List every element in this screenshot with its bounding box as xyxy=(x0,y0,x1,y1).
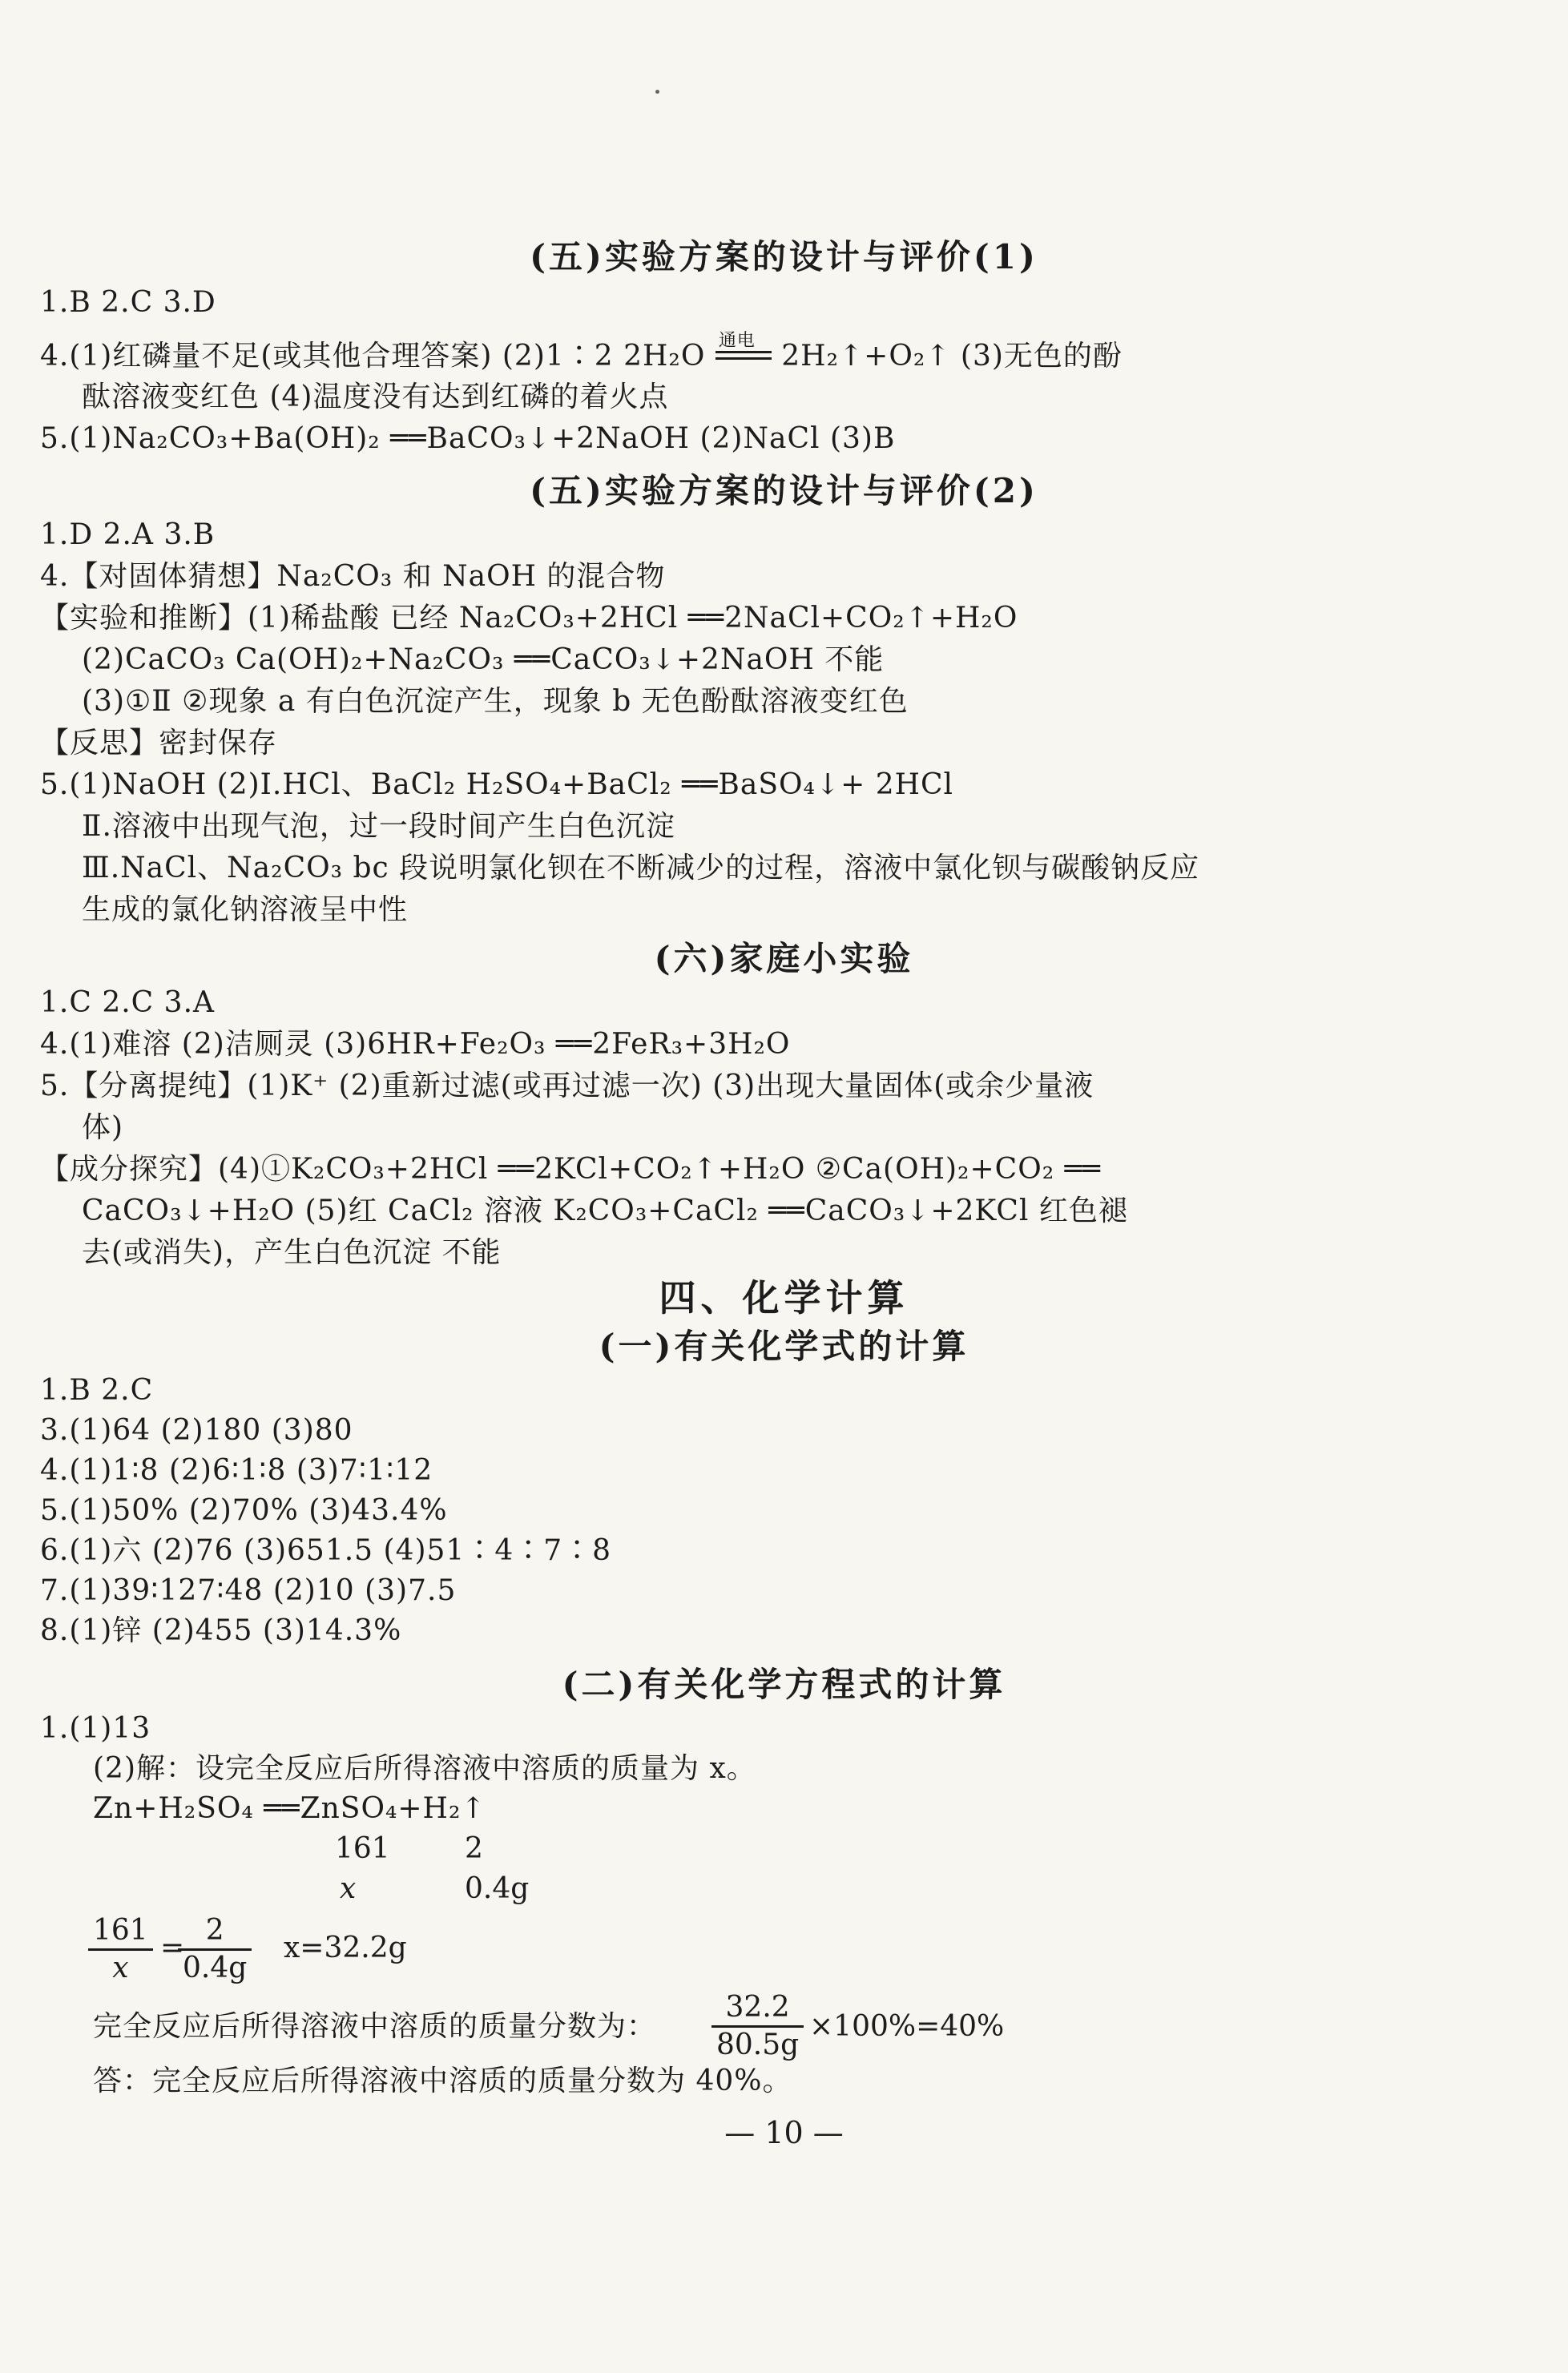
answer-line: 6.(1)六 (2)76 (3)651.5 (4)51∶4∶7∶8 xyxy=(40,1534,612,1567)
condition-label: 通电 xyxy=(718,331,756,351)
answer-line: CaCO₃↓+H₂O (5)红 CaCl₂ 溶液 K₂CO₃+CaCl₂ ══CaCO₃↓+2KCl 红色褪 xyxy=(82,1195,1128,1227)
numerator: 161 xyxy=(93,1914,148,1947)
section-title-5-1: (五)实验方案的设计与评价(1) xyxy=(530,237,1038,276)
answer-line: 【反思】密封保存 xyxy=(40,727,278,759)
answer-line: 【成分探究】(4)①K₂CO₃+2HCl ══2KCl+CO₂↑+H₂O ②Ca(OH)₂+CO₂ ══ xyxy=(40,1153,1101,1186)
section-title-4-2: (二)有关化学方程式的计算 xyxy=(562,1665,1006,1704)
answer-line: 1.B 2.C xyxy=(40,1374,154,1407)
answer-line: 5.(1)Na₂CO₃+Ba(OH)₂ ══BaCO₃↓+2NaOH (2)NaCl (3)B xyxy=(40,422,896,455)
answer-line: 8.(1)锌 (2)455 (3)14.3% xyxy=(40,1614,402,1647)
answer-line: 1.B 2.C 3.D xyxy=(40,286,216,319)
answer-line: Ⅲ.NaCl、Na₂CO₃ bc 段说明氯化钡在不断减少的过程，溶液中氯化钡与碳酸钠反应 xyxy=(82,852,1200,884)
section-title-5-2: (五)实验方案的设计与评价(2) xyxy=(530,471,1038,510)
answer-line: (2)CaCO₃ Ca(OH)₂+Na₂CO₃ ══CaCO₃↓+2NaOH 不能 xyxy=(82,643,885,676)
answer-text: 4.(1)红磷量不足(或其他合理答案) (2)1∶2 2H₂O xyxy=(40,340,706,373)
section-title-4-1: (一)有关化学式的计算 xyxy=(599,1327,969,1366)
answer-line: 3.(1)64 (2)180 (3)80 xyxy=(40,1414,353,1447)
answer-line: (3)①Ⅱ ②现象 a 有白色沉淀产生，现象 b 无色酚酞溶液变红色 xyxy=(82,685,909,718)
fraction-3 xyxy=(711,1990,804,2063)
answer-line: 4.(1)难溶 (2)洁厕灵 (3)6HR+Fe₂O₃ ══2FeR₃+3H₂O xyxy=(40,1028,791,1061)
answer-line: 生成的氯化钠溶液呈中性 xyxy=(82,893,409,926)
final-answer: 答：完全反应后所得溶液中溶质的质量分数为 40%。 xyxy=(93,2065,792,2097)
answer-line: 1.C 2.C 3.A xyxy=(40,986,216,1019)
answer-line: 5.(1)NaOH (2)Ⅰ.HCl、BaCl₂ H₂SO₄+BaCl₂ ══BaSO₄↓+ 2HCl xyxy=(40,768,954,801)
chemical-equation: Zn+H₂SO₄ ══ZnSO₄+H₂↑ xyxy=(93,1792,486,1825)
percentage-result: ×100%=40% xyxy=(809,2010,1005,2043)
denominator: 0.4g xyxy=(183,1952,248,1984)
numerator: 2 xyxy=(205,1914,224,1947)
answer-line: Ⅱ.溶液中出现气泡，过一段时间产生白色沉淀 xyxy=(82,810,675,843)
fraction-2 xyxy=(178,1913,252,1986)
answer-line: 4.(1)1∶8 (2)6∶1∶8 (3)7∶1∶12 xyxy=(40,1454,433,1487)
equals-line-bottom xyxy=(715,357,772,360)
answer-line: 1.(1)13 xyxy=(40,1712,151,1745)
answer-line: 7.(1)39∶127∶48 (2)10 (3)7.5 xyxy=(40,1574,457,1607)
solution-result: x=32.2g xyxy=(284,1932,407,1964)
answer-line: 去(或消失)，产生白色沉淀 不能 xyxy=(82,1236,502,1269)
answer-line-4a xyxy=(40,331,1123,374)
section-title-6: (六)家庭小实验 xyxy=(654,939,914,978)
ratio-value: 0.4g xyxy=(465,1872,530,1905)
answer-line: 5.【分离提纯】(1)K⁺ (2)重新过滤(或再过滤一次) (3)出现大量固体(或余少量液 xyxy=(40,1070,1094,1102)
denominator: 80.5g xyxy=(716,2029,800,2061)
ratio-value: 2 xyxy=(465,1832,483,1865)
equals-line-top xyxy=(715,351,772,353)
page-number: — 10 — xyxy=(724,2115,844,2150)
percentage-label: 完全反应后所得溶液中溶质的质量分数为： xyxy=(93,2010,657,2043)
fraction-1 xyxy=(88,1913,153,1986)
answer-line: 1.D 2.A 3.B xyxy=(40,518,216,551)
speck xyxy=(655,90,659,94)
chapter-title: 四、化学计算 xyxy=(659,1276,909,1319)
answer-line: (2)解：设完全反应后所得溶液中溶质的质量为 x。 xyxy=(93,1752,756,1785)
answer-line: 体) xyxy=(82,1111,124,1144)
numerator: 32.2 xyxy=(725,1991,790,2024)
answer-line: 5.(1)50% (2)70% (3)43.4% xyxy=(40,1494,448,1527)
denominator: x xyxy=(112,1952,129,1984)
answer-line: 【实验和推断】(1)稀盐酸 已经 Na₂CO₃+2HCl ══2NaCl+CO₂↑+H₂O xyxy=(40,602,1018,635)
answer-line: 4.【对固体猜想】Na₂CO₃ 和 NaOH 的混合物 xyxy=(40,560,666,593)
reaction-arrow xyxy=(715,331,772,365)
ratio-value: 161 xyxy=(335,1832,390,1865)
answer-line: 酞溶液变红色 (4)温度没有达到红磷的着火点 xyxy=(82,381,669,413)
equals-sign: = xyxy=(160,1932,185,1964)
ratio-variable: x xyxy=(340,1872,357,1905)
answer-text: 2H₂↑+O₂↑ (3)无色的酚 xyxy=(781,340,1123,373)
